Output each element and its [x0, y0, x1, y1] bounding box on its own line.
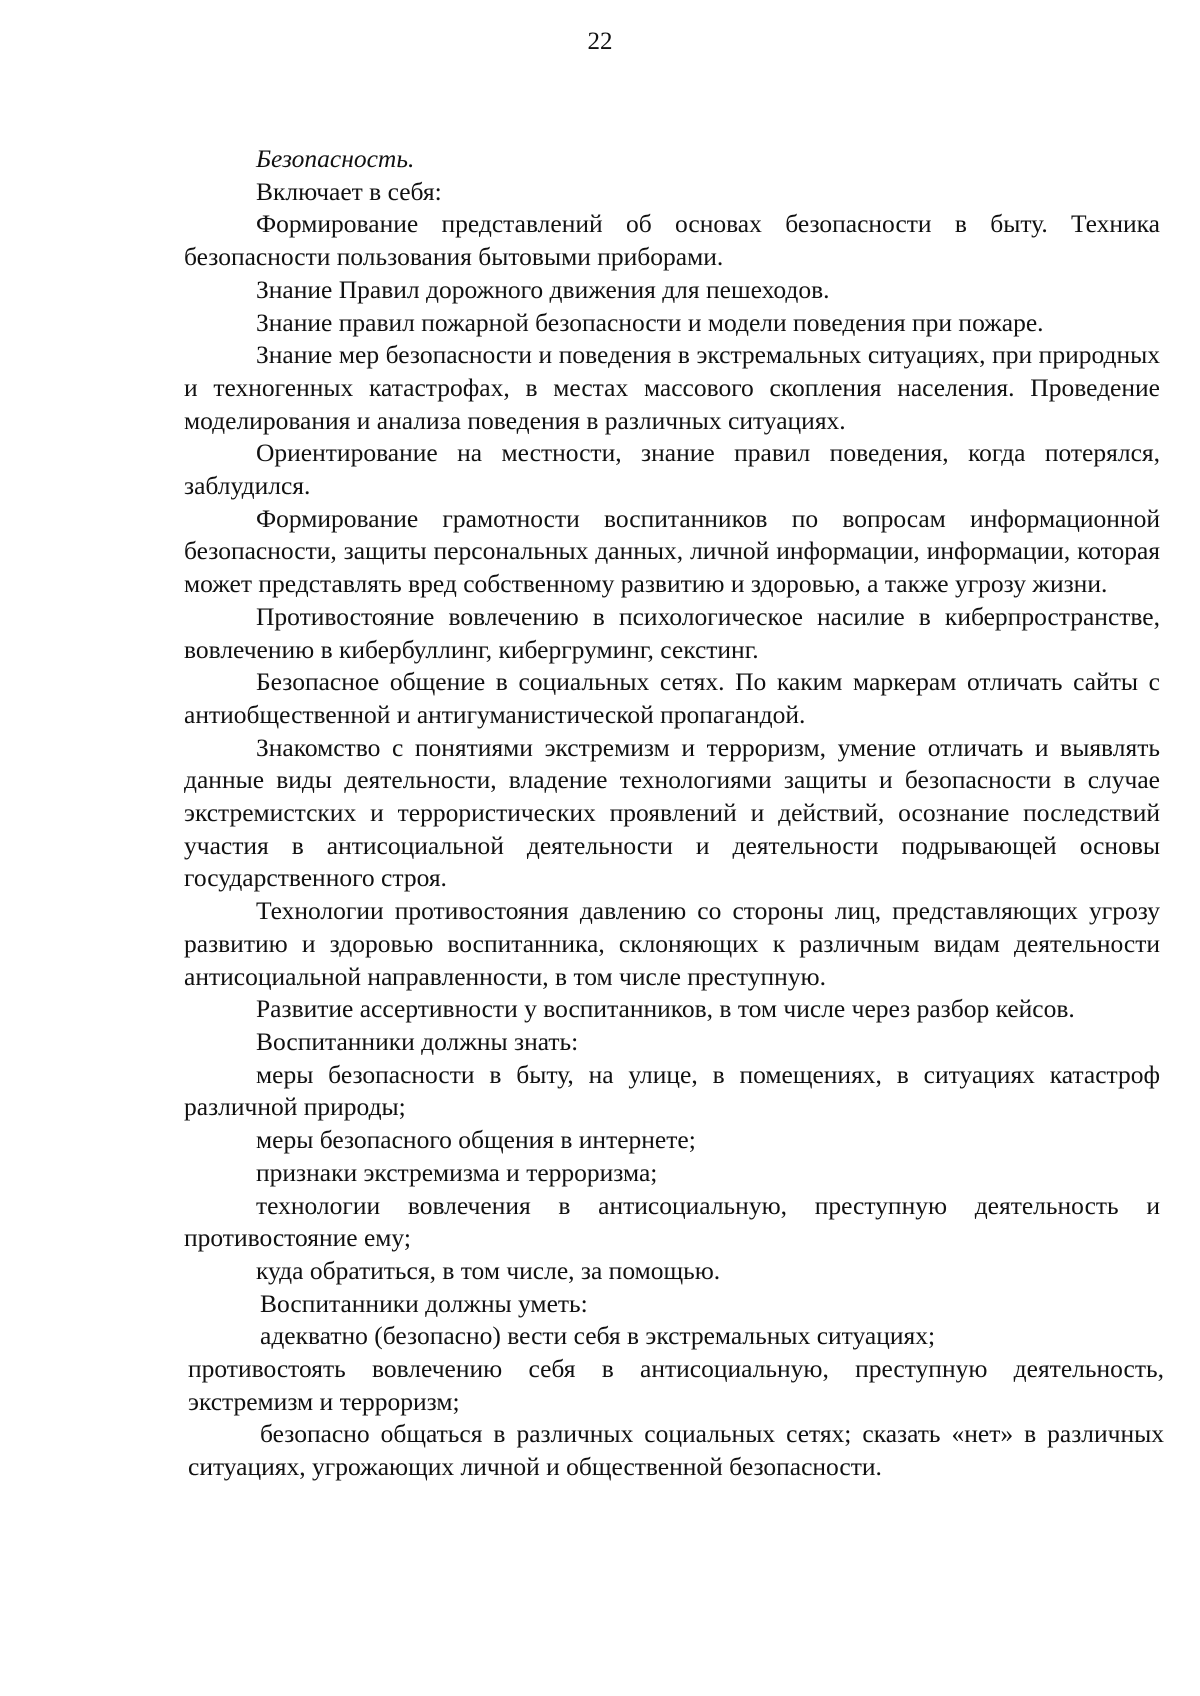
paragraph-includes: Включает в себя: [256, 176, 442, 206]
paragraph-must-know: Воспитанники должны знать: [256, 1026, 579, 1056]
list-item-know-safety-measures: меры безопасности в быту, на улице, в помещениях, в ситуациях катастроф различной природы; [184, 1059, 1160, 1122]
paragraph-cyber-violence: Противостояние вовлечению в психологическое насилие в киберпространстве, вовлечению в кибербуллинг, кибергруминг, секстинг. [184, 601, 1160, 664]
paragraph-traffic-rules: Знание Правил дорожного движения для пешеходов. [256, 274, 830, 304]
document-body [184, 143, 1164, 1484]
list-item-know-where-to-turn: куда обратиться, в том числе, за помощью. [256, 1255, 721, 1285]
section-title: Безопасность. [256, 144, 415, 173]
page-number: 22 [587, 28, 613, 55]
paragraph-extremism-terrorism: Знакомство с понятиями экстремизм и терроризм, умение отличать и выявлять данные виды деятельности, владение технологиями защиты и безопасности в случае экстремистских и террористических проявлений и действий, осознание последствий участия в антисоциальной деятельности и деятельности подрывающей основы государственного строя. [184, 732, 1160, 893]
paragraph-household-safety: Формирование представлений об основах безопасности в быту. Техника безопасности пользования бытовыми приборами. [184, 209, 1160, 272]
paragraph-extreme-situations: Знание мер безопасности и поведения в экстремальных ситуациях, при природных и техногенных катастрофах, в местах массового скопления населения. Проведение моделирования и анализа поведения в различных ситуациях. [184, 340, 1160, 435]
paragraph-must-be-able: Воспитанники должны уметь: [260, 1288, 588, 1318]
list-item-able-behave-safely: адекватно (безопасно) вести себя в экстремальных ситуациях; [260, 1321, 936, 1351]
list-item-able-communicate-safely: безопасно общаться в различных социальных сетях; сказать «нет» в различных ситуациях, угрожающих личной и общественной безопасности. [188, 1419, 1164, 1482]
list-item-know-internet-safety: меры безопасного общения в интернете; [256, 1125, 696, 1155]
paragraph-orientation: Ориентирование на местности, знание правил поведения, когда потерялся, заблудился. [184, 438, 1160, 501]
list-item-know-extremism-signs: признаки экстремизма и терроризма; [256, 1157, 658, 1187]
paragraph-assertiveness: Развитие ассертивности у воспитанников, в том числе через разбор кейсов. [256, 994, 1075, 1024]
paragraph-pressure-resistance: Технологии противостояния давлению со стороны лиц, представляющих угрозу развитию и здоровью воспитанника, склоняющих к различным видам деятельности антисоциальной направленности, в том числе преступную. [184, 896, 1160, 991]
list-item-able-resist-involvement: противостоять вовлечению себя в антисоциальную, преступную деятельность, экстремизм и терроризм; [188, 1354, 1164, 1416]
paragraph-social-networks: Безопасное общение в социальных сетях. По каким маркерам отличать сайты с антиобщественной и антигуманистической пропагандой. [184, 667, 1160, 729]
paragraph-fire-safety: Знание правил пожарной безопасности и модели поведения при пожаре. [256, 307, 1044, 337]
paragraph-information-security: Формирование грамотности воспитанников по вопросам информационной безопасности, защиты персональных данных, личной информации, информации, которая может представлять вред собственному развитию и здоровью, а также угрозу жизни. [184, 503, 1160, 599]
list-item-know-involvement-technologies: технологии вовлечения в антисоциальную, преступную деятельность и противостояние ему; [184, 1190, 1160, 1253]
